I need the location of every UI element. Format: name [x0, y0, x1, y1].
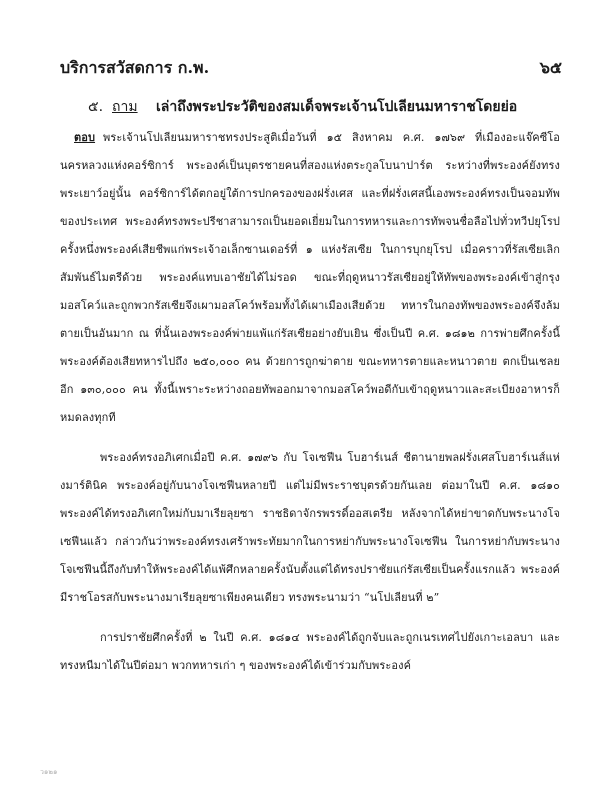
question-number: ๕.: [88, 99, 104, 115]
answer-paragraph-1-text: พระเจ้านโปเลียนมหาราชทรงประสูติเมื่อวันที่ ๑๕ สิงหาคม ค.ศ. ๑๗๖๙ ที่เมืองอะแจ๊คซีโอ นครหลวงแห่งคอร์ซิการ์ พระองค์เป็นบุตรชายคนที่สองแห่งตระกูลโบนาปาร์ต ระหว่างที่พระองค์ยังทรงพระเยาว์อยู่นั้น คอร์ซิการ์ได้ตกอยู่ใต้การปกครองของฝรั่งเศส และที่ฝรั่งเศสนี้เองพระองค์ทรงเป็นจอมทัพของประเทศ พระองค์ทรงพระปรีชาสามารถเป็นยอดเยี่ยมในการทหารและการทัพจนชื่อลือไปทั่วทวีปยุโรป ครั้งหนึ่งพระองค์เสียชีพแก่พระเจ้าอเล็กซานเดอร์ที่ ๑ แห่งรัสเซีย ในการบุกยุโรป เมื่อคราวที่รัสเซียเลิกสัมพันธ์ไมตรีด้วย พระองค์แทบเอาชัยได้ไม่รอด ขณะที่ฤดูหนาวรัสเซียอยู่ให้ทัพของพระองค์เข้าสู่กรุงมอสโคว์และถูกพวกรัสเซียจึงเผามอสโคว์พร้อมทั้งได้เผาเมืองเสียด้วย ทหารในกองทัพของพระองค์จึงล้มตายเป็นอันมาก ณ ที่นั้นเองพระองค์พ่ายแพ้แก่รัสเซียอย่างยับเยิน ซึ่งเป็นปี ค.ศ. ๑๘๑๒ การพ่ายศึกครั้งนี้ พระองค์ต้องเสียทหารไปถึง ๒๕๐,๐๐๐ คน ด้วยการถูกฆ่าตาย ขณะทหารตายและหนาวตาย ตกเป็นเชลยอีก ๑๓๐,๐๐๐ คน ทั้งนี้เพราะระหว่างถอยทัพออกมาจากมอสโคว์พอดีกับเข้าฤดูหนาวและสะเบียงอาหารก็หมดลงทุกที: [60, 131, 560, 424]
answer-paragraph-3: การปราชัยศึกครั้งที่ ๒ ในปี ค.ศ. ๑๘๑๔ พระองค์ได้ถูกจับและถูกเนรเทศไปยังเกาะเอลบา และทรงหนีมาได้ในปีต่อมา พวกทหารเก่า ๆ ของพระองค์ได้เข้าร่วมกับพระองค์: [60, 631, 560, 672]
answer-label: ตอบ: [74, 131, 96, 144]
question-line: [60, 96, 560, 124]
page-number: ๖๕: [539, 58, 562, 77]
footer-mark: ว๑๒๑: [40, 768, 58, 776]
page-body: [60, 96, 560, 680]
running-title: บริการสวัสดการ ก.พ.: [60, 58, 210, 77]
page-header: [60, 56, 562, 80]
question-text: เล่าถึงพระประวัติของสมเด็จพระเจ้านโปเลียนมหาราชโดยย่อ: [156, 99, 518, 115]
answer-paragraph-2: พระองค์ทรงอภิเศกเมื่อปี ค.ศ. ๑๗๙๖ กับ โจเซฟีน โบฮาร์เนส์ ชีตานายพลฝรั่งเศสโบฮาร์เนส์แห่งมาร์ตินิค พระองค์อยู่กับนางโจเซฟีนหลายปี แต่ไม่มีพระราชบุตรด้วยกันเลย ต่อมาในปี ค.ศ. ๑๘๑๐ พระองค์ได้ทรงอภิเศกใหม่กับมาเรียลุยซา ราชธิดาจักรพรรดิ์ออสเตรีย หลังจากได้หย่าขาดกับพระนางโจเซฟีนแล้ว กล่าวกันว่าพระองค์ทรงเศร้าพระทัยมากในการหย่ากับพระนางโจเซฟีน ในการหย่ากับพระนางโจเซฟีนนี้ถึงกับทำให้พระองค์ได้แพ้ศึกหลายครั้งนับตั้งแต่ได้ทรงปราชัยแก่รัสเซียเป็นครั้งแรกแล้ว พระองค์มีราชโอรสกับพระนางมาเรียลุยซาเพียงคนเดียว ทรงพระนามว่า “นโปเลียนที่ ๒”: [60, 451, 560, 604]
question-label: ถาม: [112, 99, 138, 115]
answer-paragraph-1: [60, 124, 560, 432]
